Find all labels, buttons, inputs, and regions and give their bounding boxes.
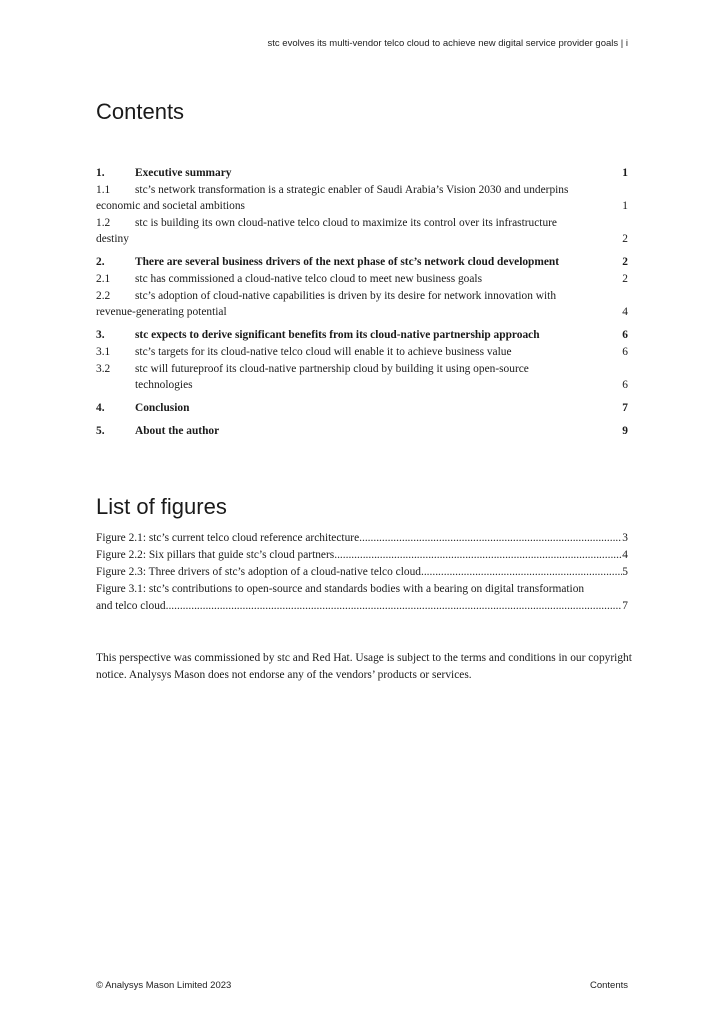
toc-text-continued: revenue-generating potential bbox=[96, 306, 227, 319]
toc-number: 4. bbox=[96, 402, 105, 415]
figure-page: 7 bbox=[622, 600, 628, 612]
toc-entry-4[interactable] bbox=[96, 400, 628, 417]
toc-entry-2-2[interactable] bbox=[96, 288, 628, 321]
toc-entry-1-1[interactable] bbox=[96, 182, 628, 215]
toc-text-continued: economic and societal ambitions bbox=[96, 200, 245, 213]
toc-number: 2.2 bbox=[96, 289, 111, 302]
figure-page: 5 bbox=[622, 566, 628, 578]
dot-leader bbox=[334, 547, 622, 564]
toc-page: 6 bbox=[622, 329, 628, 342]
figure-entry-2-1[interactable] bbox=[96, 530, 628, 547]
toc-text: stc has commissioned a cloud-native telco cloud to meet new business goals bbox=[135, 273, 483, 286]
toc-entry-2-1[interactable] bbox=[96, 271, 628, 288]
toc-text: stc expects to derive significant benefits from its cloud-native partnership approach bbox=[135, 329, 540, 342]
toc-text: Executive summary bbox=[135, 167, 232, 179]
figure-text-continued: and telco cloud bbox=[96, 600, 166, 612]
dot-leader bbox=[359, 530, 622, 547]
toc-page: 2 bbox=[622, 256, 628, 269]
figure-text: Figure 2.2: Six pillars that guide stc’s cloud partners bbox=[96, 549, 335, 561]
figure-entry-2-2[interactable] bbox=[96, 547, 628, 564]
toc-page: 2 bbox=[622, 233, 628, 246]
toc-number: 3.2 bbox=[96, 362, 111, 375]
toc-text: About the author bbox=[135, 425, 220, 438]
toc-text: stc’s adoption of cloud-native capabilities is driven by its desire for network innovation with bbox=[135, 289, 557, 302]
figure-text: Figure 2.1: stc’s current telco cloud reference architecture bbox=[96, 532, 360, 544]
dot-leader bbox=[421, 564, 622, 581]
toc-number: 2.1 bbox=[96, 273, 111, 286]
toc-number: 3.1 bbox=[96, 345, 111, 358]
toc-number: 1. bbox=[96, 167, 105, 179]
toc-text: stc’s targets for its cloud-native telco cloud will enable it to achieve business value bbox=[135, 345, 512, 358]
toc-text-continued: destiny bbox=[96, 233, 129, 246]
figure-text: Figure 3.1: stc’s contributions to open-source and standards bodies with a bearing on digital transformation bbox=[96, 583, 585, 595]
toc-entry-3-1[interactable] bbox=[96, 344, 628, 361]
toc-page: 6 bbox=[622, 379, 628, 392]
toc-number: 5. bbox=[96, 425, 105, 438]
toc-entry-5[interactable] bbox=[96, 423, 628, 440]
footer-section: Contents bbox=[589, 980, 628, 991]
figure-entry-2-3[interactable] bbox=[96, 564, 628, 581]
footer-copyright: © Analysys Mason Limited 2023 bbox=[96, 980, 232, 991]
table-of-contents bbox=[96, 165, 628, 440]
list-of-figures bbox=[96, 530, 628, 615]
toc-entry-3[interactable] bbox=[96, 327, 628, 344]
toc-entry-3-2[interactable] bbox=[96, 361, 628, 394]
toc-page: 1 bbox=[622, 167, 628, 179]
toc-number: 2. bbox=[96, 256, 105, 269]
toc-text-continued: technologies bbox=[135, 379, 193, 392]
toc-text: stc will futureproof its cloud-native partnership cloud by building it using open-source bbox=[135, 362, 529, 375]
toc-page: 7 bbox=[622, 402, 628, 415]
toc-page: 4 bbox=[622, 306, 628, 319]
running-header: stc evolves its multi-vendor telco cloud to achieve new digital service provider goals | i bbox=[267, 38, 628, 49]
figure-text: Figure 2.3: Three drivers of stc’s adoption of a cloud-native telco cloud bbox=[96, 566, 421, 578]
toc-page: 1 bbox=[622, 200, 628, 213]
toc-entry-1-2[interactable] bbox=[96, 215, 628, 248]
toc-entry-1[interactable] bbox=[96, 165, 628, 182]
toc-number: 3. bbox=[96, 329, 105, 342]
toc-text: stc is building its own cloud-native telco cloud to maximize its control over its infrastructure bbox=[135, 216, 557, 229]
toc-number: 1.1 bbox=[96, 183, 111, 196]
toc-text: stc’s network transformation is a strategic enabler of Saudi Arabia’s Vision 2030 and underpins bbox=[135, 183, 569, 196]
toc-page: 6 bbox=[622, 345, 628, 358]
dot-leader bbox=[166, 598, 623, 615]
commission-note: This perspective was commissioned by stc and Red Hat. Usage is subject to the terms and conditions in our copyright notice. Analysys Mason does not endorse any of the vendors’ products or services. bbox=[96, 652, 632, 681]
toc-entry-2[interactable] bbox=[96, 254, 628, 271]
toc-text: Conclusion bbox=[135, 402, 190, 415]
toc-number: 1.2 bbox=[96, 216, 111, 229]
figures-title: List of figures bbox=[96, 494, 227, 519]
contents-title: Contents bbox=[96, 99, 185, 124]
toc-page: 2 bbox=[622, 273, 628, 286]
figure-page: 4 bbox=[622, 549, 628, 561]
figure-entry-3-1[interactable] bbox=[96, 581, 628, 615]
toc-text: There are several business drivers of the next phase of stc’s network cloud development bbox=[135, 256, 560, 269]
figure-page: 3 bbox=[622, 532, 628, 544]
toc-page: 9 bbox=[622, 425, 628, 438]
